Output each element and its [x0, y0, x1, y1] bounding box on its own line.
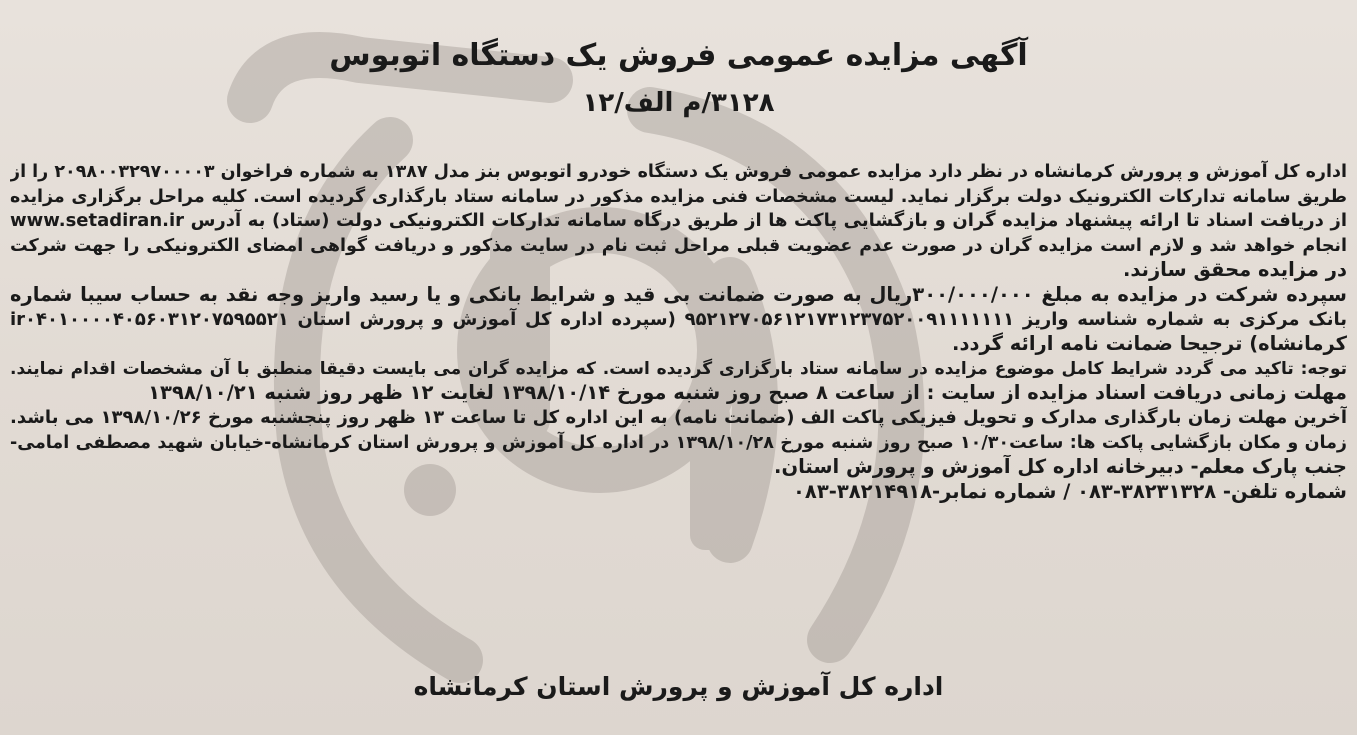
body-line: شماره تلفن- ۳۸۲۳۱۳۲۸-۰۸۳ / شماره نمابر-۳۸۲۱۴۹۱۸-۰۸۳: [793, 479, 1347, 503]
body-line: در مزایده محقق سازند.: [1122, 258, 1347, 282]
body-line: انجام خواهد شد و لازم است مزایده گران در صورت عدم عضویت قبلی مراحل ثبت نام در سایت مذکور و دریافت گواهی امضای الکترونیکی را جهت شرکت: [10, 235, 1347, 256]
body-line: طریق سامانه تدارکات الکترونیک دولت برگزار نماید. لیست مشخصات فنی مزایده مذکور در سامانه ستاد بارگذاری گردیده است. کلیه مراحل برگزاری مزایده: [10, 186, 1347, 207]
auction-notice: [10, 0, 1347, 735]
body-line: اداره کل آموزش و پرورش کرمانشاه در نظر دارد مزایده عمومی فروش یک دستگاه خودرو اتوبوس بنز مدل ۱۳۸۷ به شماره فراخوان ۲۰۹۸۰۰۳۲۹۷۰۰۰۰۳ را از: [10, 162, 1347, 182]
body-line: توجه: تاکید می گردد شرایط کامل موضوع مزایده در سامانه ستاد بارگزاری گردیده است. که مزایده گران می بایست دقیقا منطبق با آن مشخصات اقدام نمایند.: [10, 358, 1347, 379]
body-line: مهلت زمانی دریافت اسناد مزایده از سایت : از ساعت ۸ صبح روز شنبه مورخ ۱۳۹۸/۱۰/۱۴ لغایت ۱۲ ظهر روز شنبه ۱۳۹۸/۱۰/۲۱: [148, 381, 1347, 405]
issuer-signature: اداره کل آموزش و پرورش استان کرمانشاه: [413, 672, 944, 701]
body-line: کرمانشاه) ترجیحا ضمانت نامه ارائه گردد.: [952, 332, 1347, 356]
body-line: جنب پارک معلم- دبیرخانه اداره کل آموزش و پرورش استان.: [774, 455, 1347, 479]
body-line: آخرین مهلت زمان بارگذاری مدارک و تحویل فیزیکی پاکت الف (ضمانت نامه) به این اداره کل تا ساعت ۱۳ ظهر روز پنجشنبه مورخ ۱۳۹۸/۱۰/۲۶ می باشد.: [10, 406, 1347, 428]
body-line: ir۰۴۰۱۰۰۰۰۴۰۵۶۰۳۱۲۰۷۵۹۵۵۲۱ بانک مرکزی به شماره شناسه واریز ۹۵۲۱۲۷۰۵۶۱۲۱۷۳۱۲۳۷۵۲۰۰۹۱۱۱۱۱۱۱ (سپرده اداره کل آموزش و پرورش استان: [10, 308, 1347, 330]
notice-title: آگهی مزایده عمومی فروش یک دستگاه اتوبوس: [329, 38, 1028, 73]
body-line: از دریافت اسناد تا ارائه پیشنهاد مزایده گران و بازگشایی پاکت ها از طریق درگاه سامانه تدارکات الکترونیکی دولت (ستاد) به آدرس www.setadiran.ir: [10, 210, 1347, 232]
notice-reference-code: ۳۱۲۸/م الف/۱۲: [582, 88, 775, 118]
body-line: زمان و مکان بازگشایی پاکت ها: ساعت۱۰/۳۰ صبح روز شنبه مورخ ۱۳۹۸/۱۰/۲۸ در اداره کل آموزش و پرورش استان کرمانشاه-خیابان شهید مصطفی امامی-: [10, 432, 1347, 453]
body-line: سپرده شرکت در مزایده به مبلغ ۳۰۰/۰۰۰/۰۰۰ریال به صورت ضمانت بی قید و شرایط بانکی و یا رسید واریز وجه نقد به حساب سیبا شماره: [10, 282, 1347, 306]
notice-body: [10, 160, 1347, 504]
